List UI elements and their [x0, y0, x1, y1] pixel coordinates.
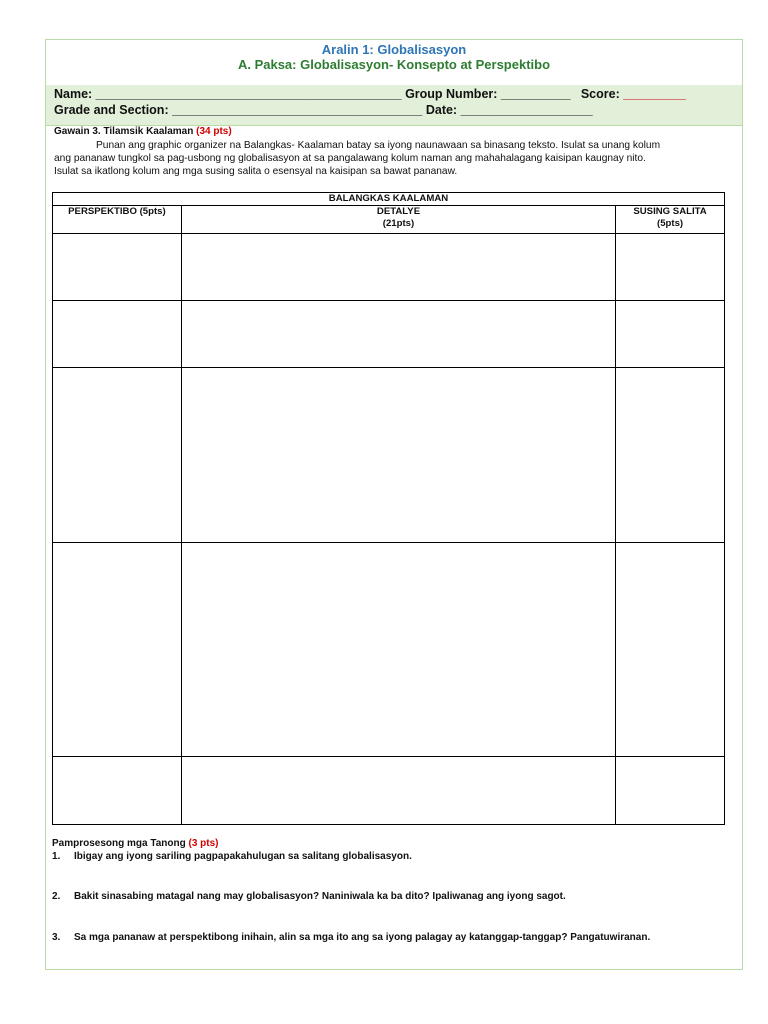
susing-salita-cell[interactable] [616, 301, 725, 368]
question-item: 1. Ibigay ang iyong sariling pagpapakahulugan sa salitang globalisasyon. [52, 851, 412, 862]
perspektibo-cell[interactable] [53, 543, 182, 757]
table-row [53, 234, 725, 301]
susing-salita-cell[interactable] [616, 543, 725, 757]
instruction-line-1: Punan ang graphic organizer na Balangkas- Kaalaman batay sa iyong naunawaan sa binasang teksto. Isulat sa unang kolum [96, 140, 661, 151]
question-text: Ibigay ang iyong sariling pagpapakahulugan sa salitang globalisasyon. [74, 851, 412, 862]
questions-points: (3 pts) [188, 838, 219, 849]
perspektibo-cell[interactable] [53, 368, 182, 543]
perspektibo-cell[interactable] [53, 234, 182, 301]
detalye-cell[interactable] [181, 234, 615, 301]
column-header-detalye: DETALYE (21pts) [181, 206, 615, 234]
student-info-block [46, 85, 742, 126]
questions-title: Pamprosesong mga Tanong [52, 838, 186, 849]
detalye-cell[interactable] [181, 368, 615, 543]
activity-title: Gawain 3. Tilamsik Kaalaman [54, 126, 194, 137]
detalye-cell[interactable] [181, 543, 615, 757]
activity-instructions [54, 139, 734, 179]
group-number-field[interactable]: Group Number: __________ [405, 87, 571, 101]
balangkas-table [52, 192, 725, 825]
name-field[interactable]: Name: ____________________________________________ [54, 87, 402, 101]
info-row-section [54, 103, 593, 117]
detalye-cell[interactable] [181, 757, 615, 825]
instruction-line-2: ang pananaw tungkol sa pag-usbong ng globalisasyon at sa pangalawang kolum naman ang mahahalagang kaisipan kaugnay nito. [54, 153, 646, 165]
info-row-name [54, 87, 686, 101]
susing-salita-cell[interactable] [616, 757, 725, 825]
table-row [53, 543, 725, 757]
table-row [53, 368, 725, 543]
activity-heading [54, 126, 232, 137]
date-field[interactable]: Date: ___________________ [425, 103, 593, 117]
grade-section-field[interactable]: Grade and Section: ____________________________________ [54, 103, 423, 117]
questions-heading [52, 838, 219, 849]
title-block [46, 40, 742, 86]
question-item: 3. Sa mga pananaw at perspektibong inihain, alin sa mga ito ang sa iyong palagay ay katanggap-tanggap? Pangatuwiranan. [52, 932, 651, 943]
question-item: 2. Bakit sinasabing matagal nang may globalisasyon? Naniniwala ka ba dito? Ipaliwanag ang iyong sagot. [52, 891, 566, 902]
column-header-susing-salita: SUSING SALITA (5pts) [616, 206, 725, 234]
score-field[interactable]: _________ [623, 87, 686, 101]
susing-salita-cell[interactable] [616, 234, 725, 301]
question-text: Bakit sinasabing matagal nang may globalisasyon? Naniniwala ka ba dito? Ipaliwanag ang iyong sagot. [74, 891, 566, 902]
table-row [53, 301, 725, 368]
topic-title: A. Paksa: Globalisasyon- Konsepto at Perspektibo [237, 57, 551, 72]
lesson-title: Aralin 1: Globalisasyon [321, 42, 467, 57]
susing-salita-cell[interactable] [616, 368, 725, 543]
table-title: BALANGKAS KAALAMAN [53, 193, 725, 206]
question-text: Sa mga pananaw at perspektibong inihain, alin sa mga ito ang sa iyong palagay ay katanggap-tanggap? Pangatuwiranan. [74, 932, 651, 943]
perspektibo-cell[interactable] [53, 301, 182, 368]
instruction-line-3: Isulat sa ikatlong kolum ang mga susing salita o esensyal na kaisipan sa bawat pananaw. [54, 166, 458, 178]
score-label: Score: [580, 87, 620, 101]
table-row [53, 757, 725, 825]
column-header-perspektibo: PERSPEKTIBO (5pts) [53, 206, 182, 234]
detalye-cell[interactable] [181, 301, 615, 368]
perspektibo-cell[interactable] [53, 757, 182, 825]
activity-points: (34 pts) [196, 126, 232, 137]
